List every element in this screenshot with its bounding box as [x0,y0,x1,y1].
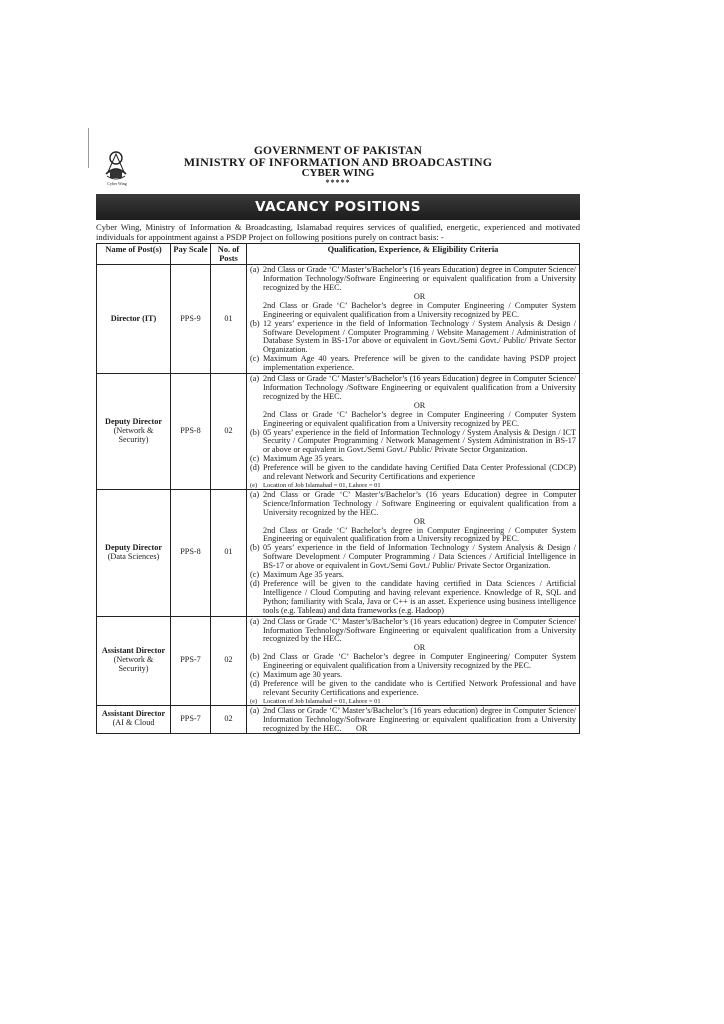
post-name: Deputy Director (Network & Security) [97,374,171,490]
posts-count: 01 [211,265,247,374]
post-name: Deputy Director (Data Sciences) [97,489,171,616]
criteria-cell: (a) 2nd Class or Grade ‘C’ Master’s/Bachelor’s (16 years Education) degree in Computer Science/ Information Technology /Software Engineering or equivalent qualification from a University recognized by the HEC. OR 2nd Class or Grade ‘C’ Bachelor’s degree in Computer Engineering / Computer System Engineering or equivalent qualification from a University recognized by PEC. (b) 05 years’ experience in the field of Information Technology / System Analysis & Design / ICT Security / Computer Programming / Network Management / System Administration in BS-17 or above or equivalent in Govt./Semi Govt./ Public/ Private Sector Organization. (c) Maximum Age 35 years. (d) Preference will be given to the candidate having Certified Data Center Professional (CDCP) and relevant Network and Security Certifications and experience (e) Location of Job Islamabad = 01, Lahore = 01 [247,374,580,490]
post-name: Assistant Director (AI & Cloud [97,705,171,733]
logo-caption: Cyber Wing [107,181,127,186]
criterion-c: Maximum Age 40 years. Preference will be given to the candidate having PSDP project implementation experience. [263,354,576,373]
criterion-b: 12 years’ experience in the field of Information Technology / System Analysis & Design / Software Development / Computer Programming / Website Management / Administration of Database System in BS-17or above or equivalent in Govt./Semi Govt./ Public/ Private Sector Organization. [263,318,576,355]
criterion-d: Preference will be given to the candidate having Certified Data Center Professional (CDCP) and relevant Network and Security Certifications and experience [263,463,576,482]
criterion-or: OR [413,643,426,653]
title-separator: ***** [325,178,351,187]
scan-edge-mark [88,128,89,168]
table-row [97,489,580,616]
criterion-c: Maximum Age 35 years. [263,570,344,580]
criterion-or: OR [413,516,426,526]
criterion-or: OR [413,400,426,410]
pay-scale: PPS-7 [171,705,211,733]
vacancy-notice [96,144,580,734]
criterion-a: 2nd Class or Grade ‘C’ Master’s/Bachelor’s (16 years Education) degree in Computer Science/ Information Technology/Software Engineering or equivalent qualification from a University recognized by the HEC. [263,265,576,292]
criterion-a: 2nd Class or Grade ‘C’ Master’s/Bachelor’s (16 years education) degree in Computer Science/ Information Technology/Software Engineering or equivalent qualification from a University recognized by the HEC. OR [263,706,576,733]
table-row [97,265,580,374]
emblem-icon [102,146,130,186]
table-row [97,374,580,490]
post-name: Director (IT) [97,265,171,374]
posts-count: 02 [211,616,247,705]
table-row [97,616,580,705]
criterion-b: 05 years’ experience in the field of Information Technology / System Analysis & Design / Software Development / Computer Programming / Data Sciences / Artificial Intelligence in BS-17 or above or equivalent in Govt./Semi Govt./ Public/ Private Sector Organization. [263,543,576,571]
criterion-a-alt: 2nd Class or Grade ‘C’ Bachelor’s degree in Computer Engineering / Computer System Engineering or equivalent qualification from a University recognized by PEC. [263,409,576,428]
post-subtitle: (AI & Cloud [112,718,155,728]
pay-scale: PPS-7 [171,616,211,705]
header-post-name: Name of Post(s) [97,244,171,265]
criterion-c: Maximum age 30 years. [263,670,343,680]
criteria-cell: (a) 2nd Class or Grade ‘C’ Master’s/Bachelor’s (16 years Education) degree in Computer Science/Information Technology / Software Engineering or equivalent qualification from a University recognized by the HEC. OR 2nd Class or Grade ‘C’ Bachelor’s degree in Computer Engineering / Computer System Engineering or equivalent qualification from a University recognized by PEC. (b) 05 years’ experience in the field of Information Technology / System Analysis & Design / Software Development / Computer Programming / Data Sciences / Artificial Intelligence in BS-17 or above or equivalent in Govt./Semi Govt./ Public/ Private Sector Organization. (c) Maximum Age 35 years. (d) Preference will be given to the candidate having certified in Data Sciences / Artificial Intelligence / Cloud Computing and having relevant experience. Knowledge of R, SQL and Python; familiarity with Scala, Java or C++ is an asset. Experience using business intelligence tools (e.g. Tableau) and data frameworks (e.g. Hadoop) [247,489,580,616]
posts-count: 01 [211,489,247,616]
posts-count: 02 [211,705,247,733]
ministry-title: MINISTRY OF INFORMATION AND BROADCASTING [183,155,493,169]
header-pay-scale: Pay Scale [171,244,211,265]
post-subtitle: (Data Sciences) [107,551,160,561]
table-header-row [97,244,580,265]
post-subtitle: (Network & Security) [113,655,154,674]
criterion-or: OR [413,291,426,301]
vacancy-banner: VACANCY POSITIONS [96,194,580,220]
criterion-d: Preference will be given to the candidate who is Certified Network Professional and have relevant Security Certifications and experience. [263,678,576,697]
criterion-c: Maximum Age 35 years. [263,454,344,464]
criterion-b: 05 years’ experience in the field of Information Technology / System Analysis & Design / ICT Security / Computer Programming / Network Management / System Administration in BS-17 or above or equivalent in Govt./Semi Govt./ Public/ Private Sector Organization. [263,427,576,455]
criterion-b: 2nd Class or Grade ‘C’ Bachelor’s degree in Computer Engineering/ Computer System Engineering or equivalent qualification from a University recognized by the PEC. [263,652,576,671]
criterion-a-alt: 2nd Class or Grade ‘C’ Bachelor’s degree in Computer Engineering / Computer System Engineering or equivalent qualification from a University recognized by PEC. [263,525,576,544]
table-row [97,705,580,733]
post-name: Assistant Director (Network & Security) [97,616,171,705]
letterhead [96,144,580,190]
intro-paragraph: Cyber Wing, Ministry of Information & Broadcasting, Islamabad requires services of qualified, energetic, experienced and motivated individuals for appointment against a PSDP Project on following positions purely on contract basis: - [96,222,580,242]
header-posts: No. of Posts [211,244,247,265]
criterion-a: 2nd Class or Grade ‘C’ Master’s/Bachelor’s (16 years Education) degree in Computer Science/Information Technology / Software Engineering or equivalent qualification from a University recognized by the HEC. [263,489,576,517]
criterion-e: Location of Job Islamabad = 01, Lahore = 01 [263,697,381,705]
letterhead-titles [96,144,580,186]
positions-table [96,243,580,734]
post-subtitle: (Network & Security) [113,426,154,444]
pay-scale: PPS-8 [171,489,211,616]
criteria-cell: (a) 2nd Class or Grade ‘C’ Master’s/Bachelor’s (16 years Education) degree in Computer Science/ Information Technology/Software Engineering or equivalent qualification from a University recognized by the HEC. OR 2nd Class or Grade ‘C’ Bachelor’s degree in Computer Engineering / Computer System Engineering or equivalent qualification from a University recognized by PEC. (b) 12 years’ experience in the field of Information Technology / System Analysis & Design / Software Development / Computer Programming / Website Management / Administration of Database System in BS-17or above or equivalent in Govt./Semi Govt./ Public/ Private Sector Organization. (c) Maximum Age 40 years. Preference will be given to the candidate having PSDP project implementation experience. [247,265,580,374]
criterion-a-alt: 2nd Class or Grade ‘C’ Bachelor’s degree in Computer Engineering / Computer System Engineering or equivalent qualification from a University recognized by PEC. [263,300,576,319]
criterion-a: 2nd Class or Grade ‘C’ Master’s/Bachelor’s (16 years education) degree in Computer Science/ Information Technology/Software Engineering or equivalent qualification from a University recognized by the HEC. [263,616,576,644]
criteria-cell: (a) 2nd Class or Grade ‘C’ Master’s/Bachelor’s (16 years education) degree in Computer Science/ Information Technology/Software Engineering or equivalent qualification from a University recognized by the HEC. OR (b) 2nd Class or Grade ‘C’ Bachelor’s degree in Computer Engineering/ Computer System Engineering or equivalent qualification from a University recognized by the PEC. (c) Maximum age 30 years. (d) Preference will be given to the candidate who is Certified Network Professional and have relevant Security Certifications and experience. (e) Location of Job Islamabad = 01, Lahore = 01 [247,616,580,705]
criteria-cell: (a) 2nd Class or Grade ‘C’ Master’s/Bachelor’s (16 years education) degree in Computer Science/ Information Technology/Software Engineering or equivalent qualification from a University recognized by the HEC. OR [247,705,580,733]
posts-count: 02 [211,374,247,490]
government-title: GOVERNMENT OF PAKISTAN [253,145,423,157]
pay-scale: PPS-8 [171,374,211,490]
criterion-d: Preference will be given to the candidate having certified in Data Sciences / Artificial Intelligence / Cloud Computing and having relevant experience. Knowledge of R, SQL and Python; familiarity with Scala, Java or C++ is an asset. Experience using business intelligence tools (e.g. Tableau) and data frameworks (e.g. Hadoop) [263,579,576,615]
wing-title: CYBER WING [301,167,375,179]
criterion-e: Location of Job Islamabad = 01, Lahore = 01 [263,481,381,489]
header-criteria: Qualification, Experience, & Eligibility Criteria [247,244,580,265]
criterion-a: 2nd Class or Grade ‘C’ Master’s/Bachelor’s (16 years Education) degree in Computer Science/ Information Technology /Software Engineering or equivalent qualification from a University recognized by the HEC. [263,374,576,401]
pay-scale: PPS-9 [171,265,211,374]
criterion-or: OR [356,723,368,733]
